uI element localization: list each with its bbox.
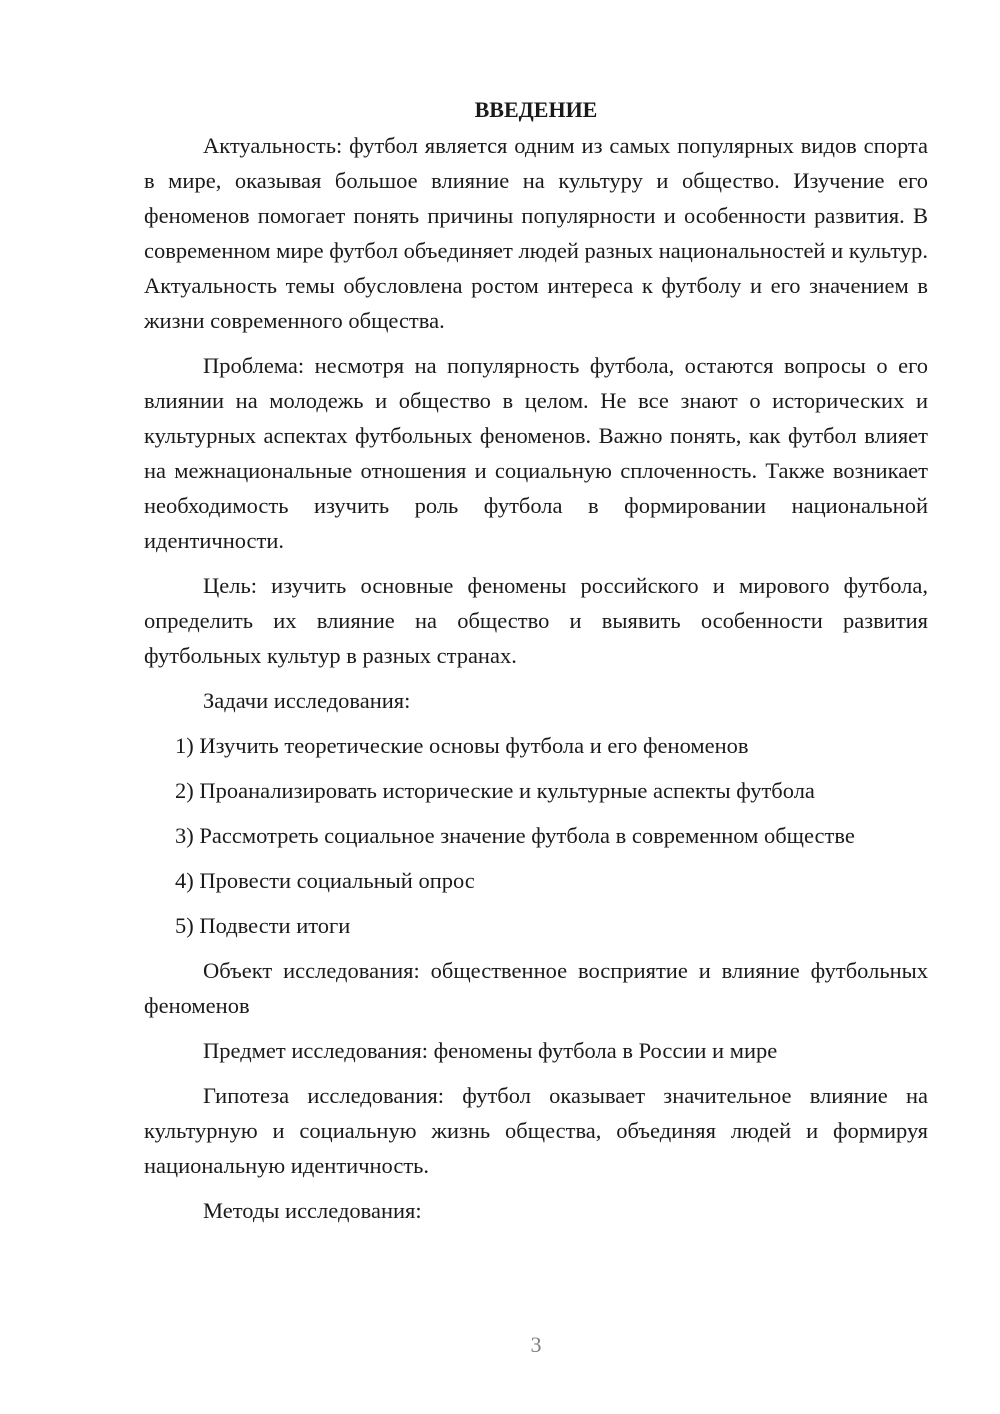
page-number: 3 xyxy=(530,1332,542,1357)
object-paragraph: Объект исследования: общественное восприятие и влияние футбольных феноменов xyxy=(144,958,928,1018)
relevance-paragraph: Актуальность: футбол является одним из самых популярных видов спорта в мире, оказывая большое влияние на культуру и общество. Изучение его феноменов помогает понять причины популярности и особенности развития. В современном мире футбол объединяет людей разных национальностей и культур. Актуальность темы обусловлена ростом интереса к футболу и его значением в жизни современного общества. xyxy=(144,133,928,333)
goal-paragraph: Цель: изучить основные феномены российского и мирового футбола, определить их влияние на общество и выявить особенности развития футбольных культур в разных странах. xyxy=(144,573,928,668)
task-item: 2) Проанализировать исторические и культурные аспекты футбола xyxy=(175,778,815,803)
problem-paragraph: Проблема: несмотря на популярность футбола, остаются вопросы о его влиянии на молодежь и общество в целом. Не все знают о исторических и культурных аспектах футбольных феноменов. Важно понять, как футбол влияет на межнациональные отношения и социальную сплоченность. Также возникает необходимость изучить роль футбола в формировании национальной идентичности. xyxy=(144,353,928,553)
document-page xyxy=(144,92,928,1238)
task-item: 4) Провести социальный опрос xyxy=(175,868,475,893)
tasks-list xyxy=(144,728,928,943)
hypothesis-paragraph: Гипотеза исследования: футбол оказывает значительное влияние на культурную и социальную жизнь общества, объединяя людей и формируя национальную идентичность. xyxy=(144,1083,928,1178)
subject-line: Предмет исследования: феномены футбола в России и мире xyxy=(203,1038,778,1063)
tasks-heading: Задачи исследования: xyxy=(203,688,411,713)
task-item: 5) Подвести итоги xyxy=(175,913,351,938)
task-item: 3) Рассмотреть социальное значение футбола в современном обществе xyxy=(175,823,855,848)
task-item: 1) Изучить теоретические основы футбола и его феноменов xyxy=(175,733,749,758)
section-title: ВВЕДЕНИЕ xyxy=(474,97,598,122)
methods-heading: Методы исследования: xyxy=(203,1198,422,1223)
